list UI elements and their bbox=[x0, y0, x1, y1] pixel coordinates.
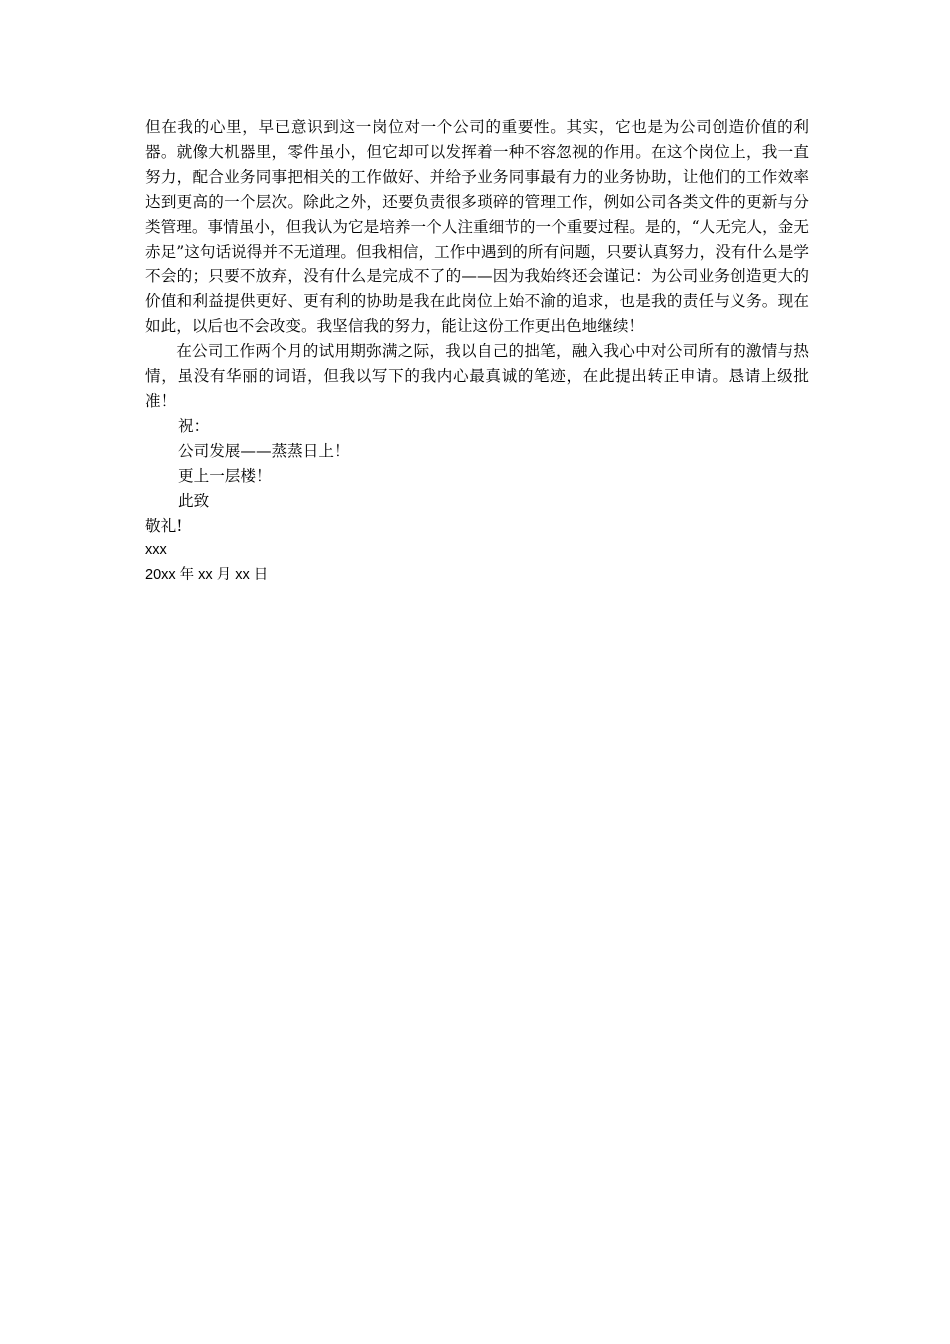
wish-line-2: 更上一层楼！ bbox=[178, 466, 272, 485]
closing-salutation: 此致 bbox=[178, 491, 210, 510]
document-body bbox=[145, 115, 809, 588]
wish-line-1: 公司发展——蒸蒸日上！ bbox=[178, 441, 350, 460]
signature: xxx bbox=[145, 542, 167, 559]
wish-label: 祝： bbox=[178, 416, 210, 435]
body-paragraph-2: 在公司工作两个月的试用期弥满之际，我以自己的拙笔，融入我心中对公司所有的激情与热情，虽没有华丽的词语，但我以写下的我内心最真诚的笔迹，在此提出转正申请。恳请上级批准！ bbox=[145, 342, 809, 410]
date: 20xx 年 xx 月 xx 日 bbox=[145, 567, 269, 584]
closing-regards: 敬礼! bbox=[145, 516, 183, 535]
body-paragraph-1: 但在我的心里，早已意识到这一岗位对一个公司的重要性。其实，它也是为公司创造价值的利器。就像大机器里，零件虽小，但它却可以发挥着一种不容忽视的作用。在这个岗位上，我一直努力，配合业务同事把相关的工作做好、并给予业务同事最有力的业务协助，让他们的工作效率达到更高的一个层次。除此之外，还要负责很多琐碎的管理工作，例如公司各类文件的更新与分类管理。事情虽小，但我认为它是培养一个人注重细节的一个重要过程。是的，“人无完人，金无赤足”这句话说得并不无道理。但我相信，工作中遇到的所有问题，只要认真努力，没有什么是学不会的；只要不放弃，没有什么是完成不了的——因为我始终还会谨记：为公司业务创造更大的价值和利益提供更好、更有利的协助是我在此岗位上始不渝的追求，也是我的责任与义务。现在如此，以后也不会改变。我坚信我的努力，能让这份工作更出色地继续！ bbox=[145, 118, 809, 336]
